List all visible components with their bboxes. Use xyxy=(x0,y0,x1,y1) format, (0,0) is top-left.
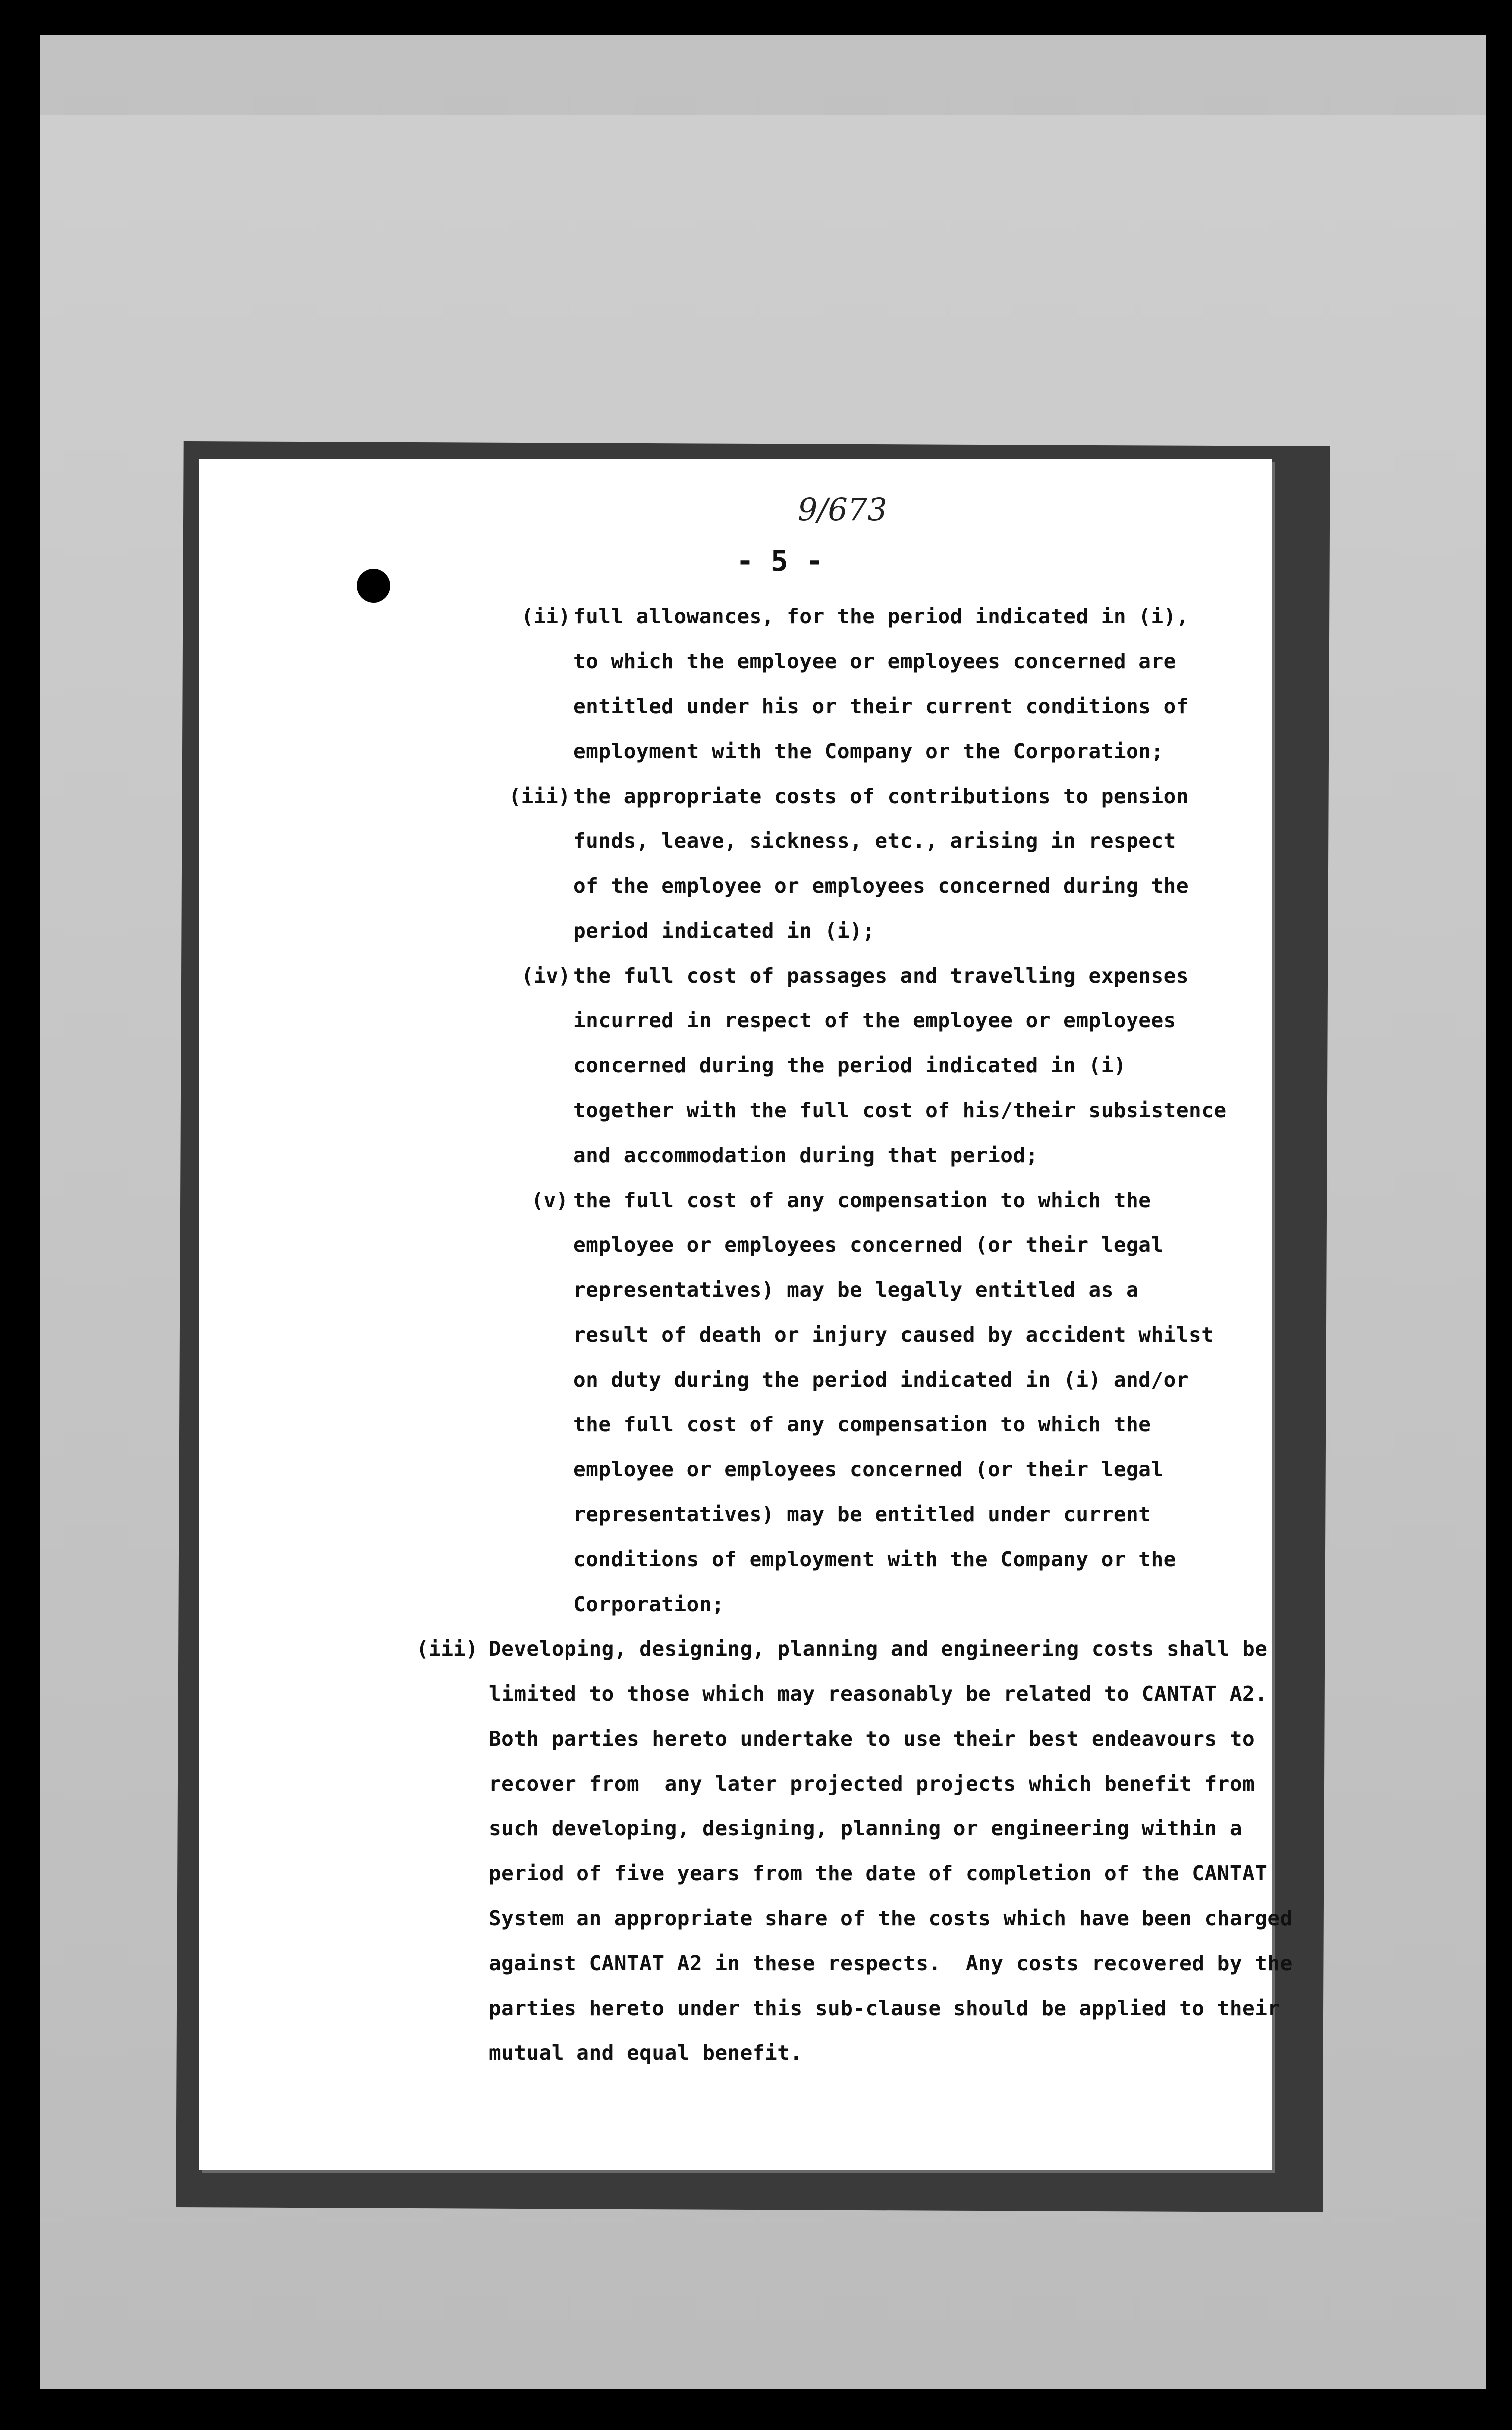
item-line: result of death or injury caused by accident whilst xyxy=(573,1323,1214,1347)
item-line: on duty during the period indicated in (i) and/or xyxy=(573,1368,1189,1392)
clause-line: mutual and equal benefit. xyxy=(489,2041,803,2065)
item-line: employment with the Company or the Corporation; xyxy=(573,739,1164,763)
item-line: of the employee or employees concerned during the xyxy=(573,874,1189,898)
item-line: entitled under his or their current conditions of xyxy=(573,694,1189,718)
clause-line: System an appropriate share of the costs which have been charged xyxy=(489,1906,1293,1930)
item-line: incurred in respect of the employee or employees xyxy=(573,1009,1176,1032)
clause-line: against CANTAT A2 in these respects. Any costs recovered by the xyxy=(489,1951,1293,1975)
item-line: full allowances, for the period indicated in (i), xyxy=(573,605,1189,628)
clause-line: recover from any later projected projects which benefit from xyxy=(489,1772,1255,1796)
item-line: concerned during the period indicated in (i) xyxy=(573,1053,1127,1077)
item-line: period indicated in (i); xyxy=(573,919,875,943)
item-line: the full cost of any compensation to which the xyxy=(573,1188,1151,1212)
item-line: to which the employee or employees concerned are xyxy=(573,649,1176,673)
item-line: representatives) may be entitled under current xyxy=(573,1502,1151,1526)
clause-label-iii: (iii) xyxy=(416,1637,478,1661)
item-line: together with the full cost of his/their subsistence xyxy=(573,1098,1227,1122)
item-line: the full cost of passages and travelling expenses xyxy=(573,964,1189,988)
item-line: and accommodation during that period; xyxy=(573,1143,1038,1167)
clause-line: parties hereto under this sub-clause should be applied to their xyxy=(489,1996,1280,2020)
clause-line: Both parties hereto undertake to use their best endeavours to xyxy=(489,1727,1255,1751)
item-label-iii: (iii) xyxy=(509,784,570,808)
item-line: the full cost of any compensation to which the xyxy=(573,1413,1151,1436)
punch-hole xyxy=(357,569,390,603)
item-line: representatives) may be legally entitled as a xyxy=(573,1278,1139,1302)
item-line: employee or employees concerned (or their legal xyxy=(573,1457,1164,1481)
item-label-iv: (iv) xyxy=(521,964,570,988)
item-line: the appropriate costs of contributions to pension xyxy=(573,784,1189,808)
item-label-ii: (ii) xyxy=(521,605,570,628)
handwritten-folio: 9/673 xyxy=(798,491,887,528)
item-line: funds, leave, sickness, etc., arising in respect xyxy=(573,829,1176,853)
clause-line: Developing, designing, planning and engineering costs shall be xyxy=(489,1637,1268,1661)
clause-line: such developing, designing, planning or engineering within a xyxy=(489,1817,1243,1840)
clause-line: period of five years from the date of completion of the CANTAT xyxy=(489,1861,1268,1885)
scan-fold-strip xyxy=(40,35,1486,115)
clause-line: limited to those which may reasonably be related to CANTAT A2. xyxy=(489,1682,1268,1706)
item-line: employee or employees concerned (or their legal xyxy=(573,1233,1164,1257)
item-line: Corporation; xyxy=(573,1592,725,1616)
page-number: - 5 - xyxy=(736,544,823,578)
item-label-v: (v) xyxy=(531,1188,568,1212)
item-line: conditions of employment with the Company or the xyxy=(573,1547,1176,1571)
